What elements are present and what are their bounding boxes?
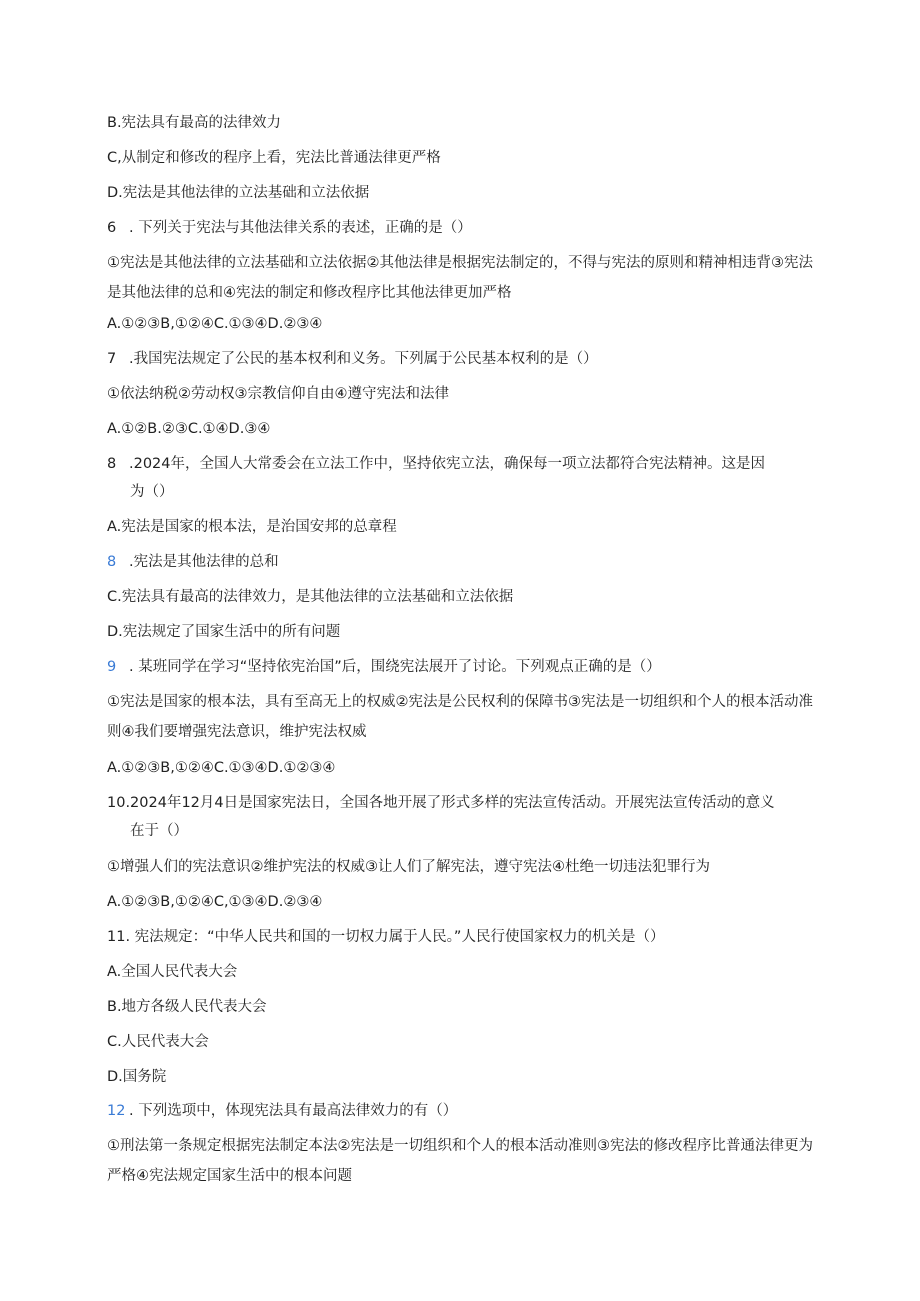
question-9-statements: ①宪法是国家的根本法，具有至高无上的权威②宪法是公民权利的保障书③宪法是一切组织和个人的根本活动准则④我们要增强宪法意识，维护宪法权威 [107, 694, 813, 740]
question-7 [107, 349, 817, 369]
question-6-choices: A.①②③B,①②④C.①③④D.②③④ [107, 316, 323, 332]
question-7-statements: ①依法纳税②劳动权③宗教信仰自由④遵守宪法和法律 [107, 386, 449, 402]
question-7-choices: A.①②B.②③C.①④D.③④ [107, 421, 271, 437]
question-10: 10.2024年12月4日是国家宪法日，全国各地开展了形式多样的宪法宣传活动。开展宪法宣传活动的意义 [107, 795, 775, 811]
question-12-number: 12 [107, 1103, 126, 1119]
option-a-q11: A.全国人民代表大会 [107, 964, 238, 980]
question-6 [107, 218, 817, 238]
option-d-q8: D.宪法规定了国家生活中的所有问题 [107, 624, 341, 640]
question-6-number: 6 [107, 220, 117, 236]
question-9-stem: . 某班同学在学习“坚持依宪治国”后，围绕宪法展开了讨论。下列观点正确的是（） [129, 659, 661, 675]
option-a-q8: A.宪法是国家的根本法，是治国安邦的总章程 [107, 519, 397, 535]
question-8-stem: .2024年，全国人大常委会在立法工作中，坚持依宪立法，确保每一项立法都符合宪法精神。这是因 [129, 456, 766, 472]
question-12-stem: . 下列选项中，体现宪法具有最高法律效力的有（） [129, 1103, 458, 1119]
question-9-number: 9 [107, 659, 117, 675]
question-9 [107, 657, 817, 677]
question-9-choices: A.①②③B,①②④C.①③④D.①②③④ [107, 760, 336, 776]
option-c-q11: C.人民代表大会 [107, 1034, 209, 1050]
option-d-q5: D.宪法是其他法律的立法基础和立法依据 [107, 185, 370, 201]
question-7-stem: .我国宪法规定了公民的基本权利和义务。下列属于公民基本权利的是（） [129, 351, 598, 367]
question-12-statements: ①刑法第一条规定根据宪法制定本法②宪法是一切组织和个人的根本活动准则③宪法的修改程序比普通法律更为严格④宪法规定国家生活中的根本问题 [107, 1138, 813, 1184]
question-11: 11. 宪法规定：“中华人民共和国的一切权力属于人民。”人民行使国家权力的机关是（） [107, 929, 665, 945]
question-8 [107, 454, 817, 474]
question-10-stem-cont: 在于（） [130, 823, 188, 839]
question-6-statements: ①宪法是其他法律的立法基础和立法依据②其他法律是根据宪法制定的，不得与宪法的原则和精神相违背③宪法是其他法律的总和④宪法的制定和修改程序比其他法律更加严格 [107, 255, 813, 301]
question-10-choices: A.①②③B,①②④C,①③④D.②③④ [107, 894, 323, 910]
option-b-q8-marker: 8 [107, 554, 117, 570]
question-6-stem: . 下列关于宪法与其他法律关系的表述，正确的是（） [129, 220, 472, 236]
question-7-number: 7 [107, 351, 117, 367]
option-b-q5: B.宪法具有最高的法律效力 [107, 115, 282, 131]
question-8-stem-cont: 为（） [130, 484, 174, 500]
question-10-statements: ①增强人们的宪法意识②维护宪法的权威③让人们了解宪法，遵守宪法④杜绝一切违法犯罪行为 [107, 859, 710, 875]
option-c-q5: C,从制定和修改的程序上看，宪法比普通法律更严格 [107, 150, 441, 166]
option-d-q11: D.国务院 [107, 1069, 167, 1085]
question-12 [107, 1101, 817, 1121]
question-8-number: 8 [107, 456, 117, 472]
option-b-q11: B.地方各级人民代表大会 [107, 999, 267, 1015]
option-c-q8: C.宪法具有最高的法律效力，是其他法律的立法基础和立法依据 [107, 589, 514, 605]
option-b-q8-text: .宪法是其他法律的总和 [129, 554, 279, 570]
option-b-q8 [107, 552, 817, 572]
